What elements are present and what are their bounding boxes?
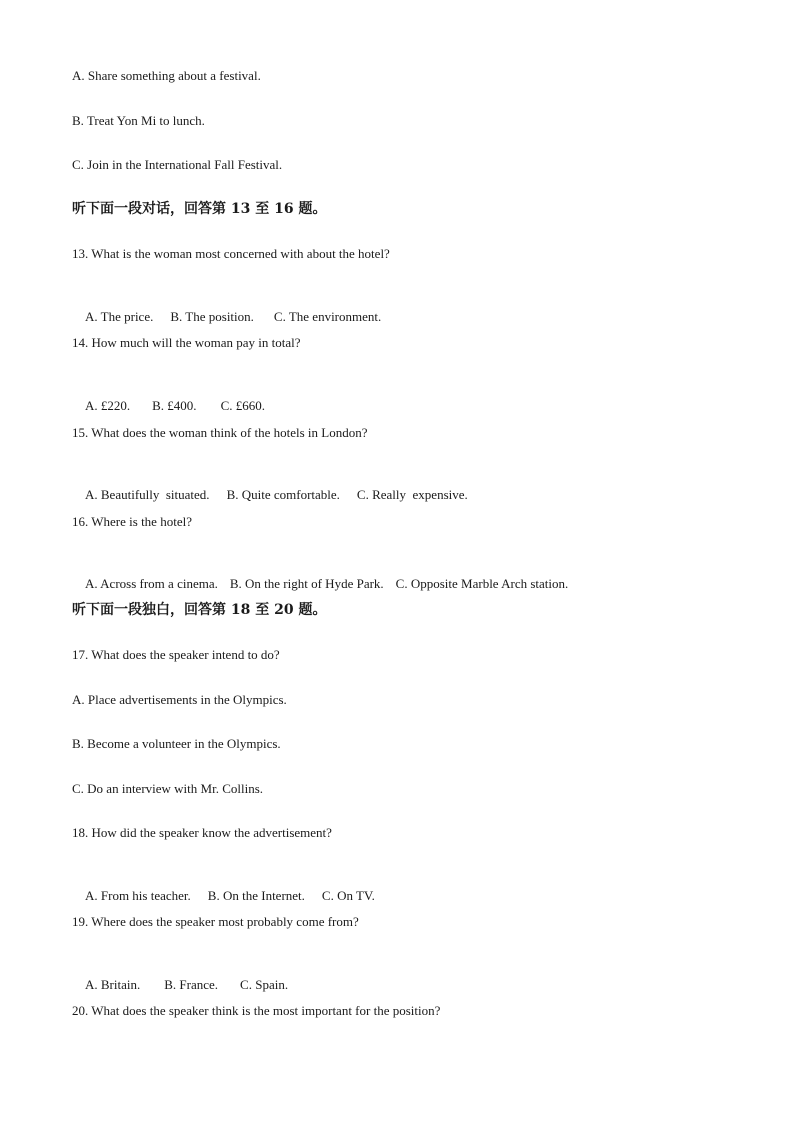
- question-13: 13. What is the woman most concerned with about the hotel?: [72, 246, 390, 261]
- question-19: 19. Where does the speaker most probably come from?: [72, 914, 359, 929]
- option-line: C. Do an interview with Mr. Collins.: [72, 781, 264, 796]
- question-16: 16. Where is the hotel?: [72, 514, 192, 529]
- option-a: A. The price.: [85, 309, 154, 324]
- option-c: C. Opposite Marble Arch station.: [395, 576, 569, 591]
- option-line: A. Place advertisements in the Olympics.: [72, 692, 287, 707]
- section-heading: 听下面一段独白，回答第 18 至 20 题。: [72, 602, 327, 618]
- option-b: B. The position.: [170, 309, 254, 324]
- option-b: B. Quite comfortable.: [226, 487, 340, 502]
- question-14: 14. How much will the woman pay in total?: [72, 335, 301, 350]
- question-17: 17. What does the speaker intend to do?: [72, 647, 280, 662]
- option-c: C. Really expensive.: [356, 487, 468, 502]
- option-b: B. France.: [164, 977, 219, 992]
- option-a: A. From his teacher.: [85, 888, 191, 903]
- option-line: B. Treat Yon Mi to lunch.: [72, 113, 205, 128]
- section-heading: 听下面一段对话，回答第 13 至 16 题。: [72, 201, 327, 217]
- question-20: 20. What does the speaker think is the most important for the position?: [72, 1003, 441, 1018]
- option-c: C. On TV.: [321, 888, 375, 903]
- option-a: A. Britain.: [85, 977, 141, 992]
- option-line: A. Share something about a festival.: [72, 68, 261, 83]
- option-b: B. On the Internet.: [207, 888, 305, 903]
- option-b: B. £400.: [152, 398, 197, 413]
- option-a: A. Across from a cinema.: [85, 576, 218, 591]
- question-18: 18. How did the speaker know the advertisement?: [72, 825, 332, 840]
- question-15: 15. What does the woman think of the hotels in London?: [72, 425, 368, 440]
- option-a: A. Beautifully situated.: [85, 487, 210, 502]
- option-line: B. Become a volunteer in the Olympics.: [72, 736, 281, 751]
- option-c: C. The environment.: [273, 309, 382, 324]
- option-line: C. Join in the International Fall Festival.: [72, 157, 283, 172]
- option-c: C. £660.: [220, 398, 265, 413]
- option-c: C. Spain.: [240, 977, 289, 992]
- option-b: B. On the right of Hyde Park.: [229, 576, 384, 591]
- option-a: A. £220.: [85, 398, 131, 413]
